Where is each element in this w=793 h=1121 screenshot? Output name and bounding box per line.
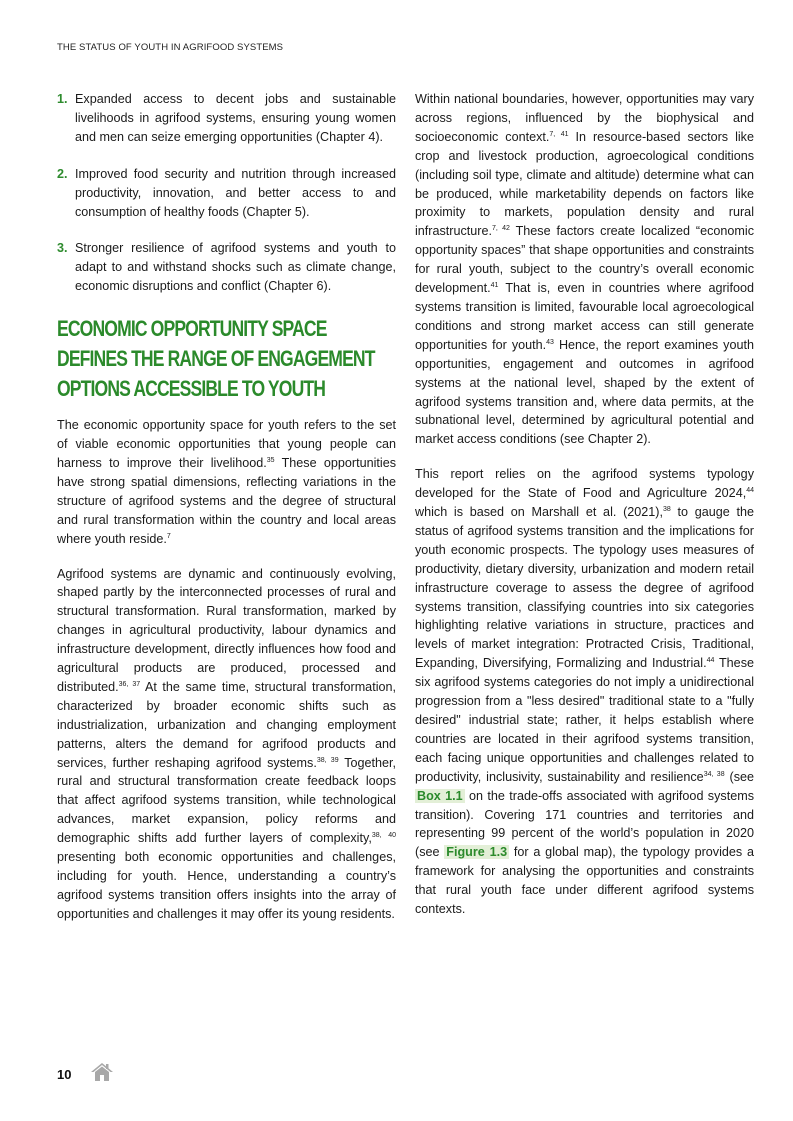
- footnote-ref[interactable]: 38, 39: [316, 756, 339, 764]
- text-run: which is based on Marshall et al. (2021),: [415, 505, 663, 520]
- list-text: Stronger resilience of agrifood systems and youth to adapt to and withstand shocks such as climate change, economic disruptions and conflict (Chapter 6).: [75, 241, 396, 294]
- list-text: Expanded access to decent jobs and sustainable livelihoods in agrifood systems, ensuring young women and men can seize emerging opportunities (Chapter 4).: [75, 92, 396, 144]
- text-run: These six agrifood systems categories do not imply a unidirectional progression from a "less desired" traditional state to a "fully desired" industrial state; rather, it helps establish where countries are located in their agrifood systems transition, each facing unique opportunities and challenges related to productivity, inclusivity, sustainability and resilience: [415, 656, 754, 784]
- text-run: for a global map), the typology provides a framework for analysing the opportunities and constraints that rural youth face under different agrifood systems contexts.: [415, 845, 754, 917]
- footnote-ref[interactable]: 41: [490, 282, 499, 290]
- outcomes-list: [57, 90, 396, 296]
- list-item: [57, 239, 396, 296]
- text-run: presenting both economic opportunities and challenges, including for youth. Hence, understanding a country’s agrifood systems transition offers insights into the array of opportunities and challenges it may offer its young residents.: [57, 850, 396, 921]
- footnote-ref[interactable]: 43: [546, 338, 554, 346]
- footnote-ref[interactable]: 38, 40: [371, 832, 396, 840]
- list-number: 2.: [57, 166, 68, 181]
- footnote-ref[interactable]: 38: [663, 506, 671, 514]
- text-run: (see: [724, 769, 755, 784]
- list-item: [57, 90, 396, 147]
- paragraph: [415, 90, 754, 449]
- text-run: Together, rural and structural transformation create feedback loops that affect agrifood systems transition, while technological advances, market expansion, policy reforms and demographic shifts add further layers of complexity,: [57, 755, 397, 846]
- list-item: [57, 165, 396, 222]
- list-number: 3.: [57, 241, 68, 256]
- text-run: In resource-based sectors like crop and livestock production, agroecological conditions (including soil type, climate and altitude) determine what can be produced, while marketability depends on factors like proximity to markets, population density and rural infrastructure.: [415, 129, 754, 239]
- footnote-ref[interactable]: 44: [706, 657, 715, 665]
- figure-1-3-link[interactable]: Figure 1.3: [446, 845, 508, 860]
- page-footer: [57, 1062, 113, 1087]
- left-column: [57, 90, 396, 940]
- section-title: [57, 314, 375, 404]
- text-run: This report relies on the agrifood systems typology developed for the State of Food and Agriculture 2024,: [415, 467, 754, 501]
- footnote-ref[interactable]: 36, 37: [118, 680, 141, 688]
- text-run: At the same time, structural transformation, characterized by broader economic shifts such as industrialization, urbanization and changing employment patterns, alters the demand for agrifood products and services, further reshaping agrifood systems.: [57, 679, 396, 770]
- footnote-ref[interactable]: 44: [746, 487, 754, 495]
- text-run: These opportunities have strong spatial dimensions, reflecting variations in the structure of agrifood systems and the degree of structural and rural transformation within the country and local areas where youth reside.: [57, 455, 396, 546]
- text-run: These factors create localized “economic opportunity spaces” that shape opportunities and constraints for rural youth, subject to the country’s overall economic development.: [415, 224, 754, 296]
- footnote-ref[interactable]: 35: [266, 456, 275, 464]
- paragraph: [415, 465, 754, 919]
- right-column: [415, 90, 754, 935]
- paragraph: [57, 416, 396, 548]
- footnote-ref[interactable]: 7, 42: [492, 225, 510, 233]
- text-run: The economic opportunity space for youth refers to the set of viable economic opportunities that young people can harness to improve their livelihood.: [57, 418, 396, 470]
- text-run: That is, even in countries where agrifood systems transition is limited, favourable local agroecological conditions and strong market access can still generate opportunities for youth.: [415, 281, 754, 352]
- box-1-1-link[interactable]: Box 1.1: [417, 788, 463, 803]
- page-number: 10: [57, 1067, 72, 1082]
- home-icon[interactable]: [91, 1062, 113, 1087]
- text-run: Agrifood systems are dynamic and continuously evolving, shaped partly by the interconnected processes of rural and structural transformation. Rural transformation, marked by changes in agricultural productivity, labour dynamics and infrastructure development, directly influences how food and agricultural products are produced, processed and distributed.: [57, 566, 396, 694]
- text-run: to gauge the status of agrifood systems transition and the implications for youth economic prospects. The typology uses measures of productivity, dietary diversity, urbanization and modern retail infrastructure coverage to assess the degree of agrifood systems transition, classifying countries into six categories highlighting relative variations in structure, practices and levels of market integration: Protracted Crisis, Traditional, Expanding, Diversifying, Formalizing and Industrial.: [415, 505, 755, 671]
- text-run: Hence, the report examines youth opportunities, engagement and outcomes in agrifood systems at the national level, shaped by the extent of agrifood systems transition and, where data permits, at the subnational level, determined by agricultural potential and market access conditions (see Chapter 2).: [415, 337, 754, 447]
- text-run: on the trade-offs associated with agrifood systems transition). Covering 171 countries and territories and representing 99 percent of the world’s population in 2020 (see: [415, 788, 754, 860]
- list-text: Improved food security and nutrition through increased productivity, innovation, and better access to and consumption of healthy foods (Chapter 5).: [75, 166, 396, 219]
- list-number: 1.: [57, 92, 68, 106]
- section-title-line: DEFINES THE RANGE OF ENGAGEMENT: [57, 346, 375, 372]
- footnote-ref[interactable]: 7, 41: [549, 130, 569, 138]
- section-title-line: OPTIONS ACCESSIBLE TO YOUTH: [57, 376, 326, 402]
- text-run: Within national boundaries, however, opportunities may vary across regions, influenced by the biophysical and socioeconomic context.: [415, 92, 754, 144]
- running-header: THE STATUS OF YOUTH IN AGRIFOOD SYSTEMS: [57, 42, 284, 53]
- footnote-ref[interactable]: 7: [166, 532, 171, 540]
- section-title-line: ECONOMIC OPPORTUNITY SPACE: [57, 316, 327, 342]
- footnote-ref[interactable]: 34, 38: [703, 770, 725, 778]
- paragraph: [57, 565, 396, 924]
